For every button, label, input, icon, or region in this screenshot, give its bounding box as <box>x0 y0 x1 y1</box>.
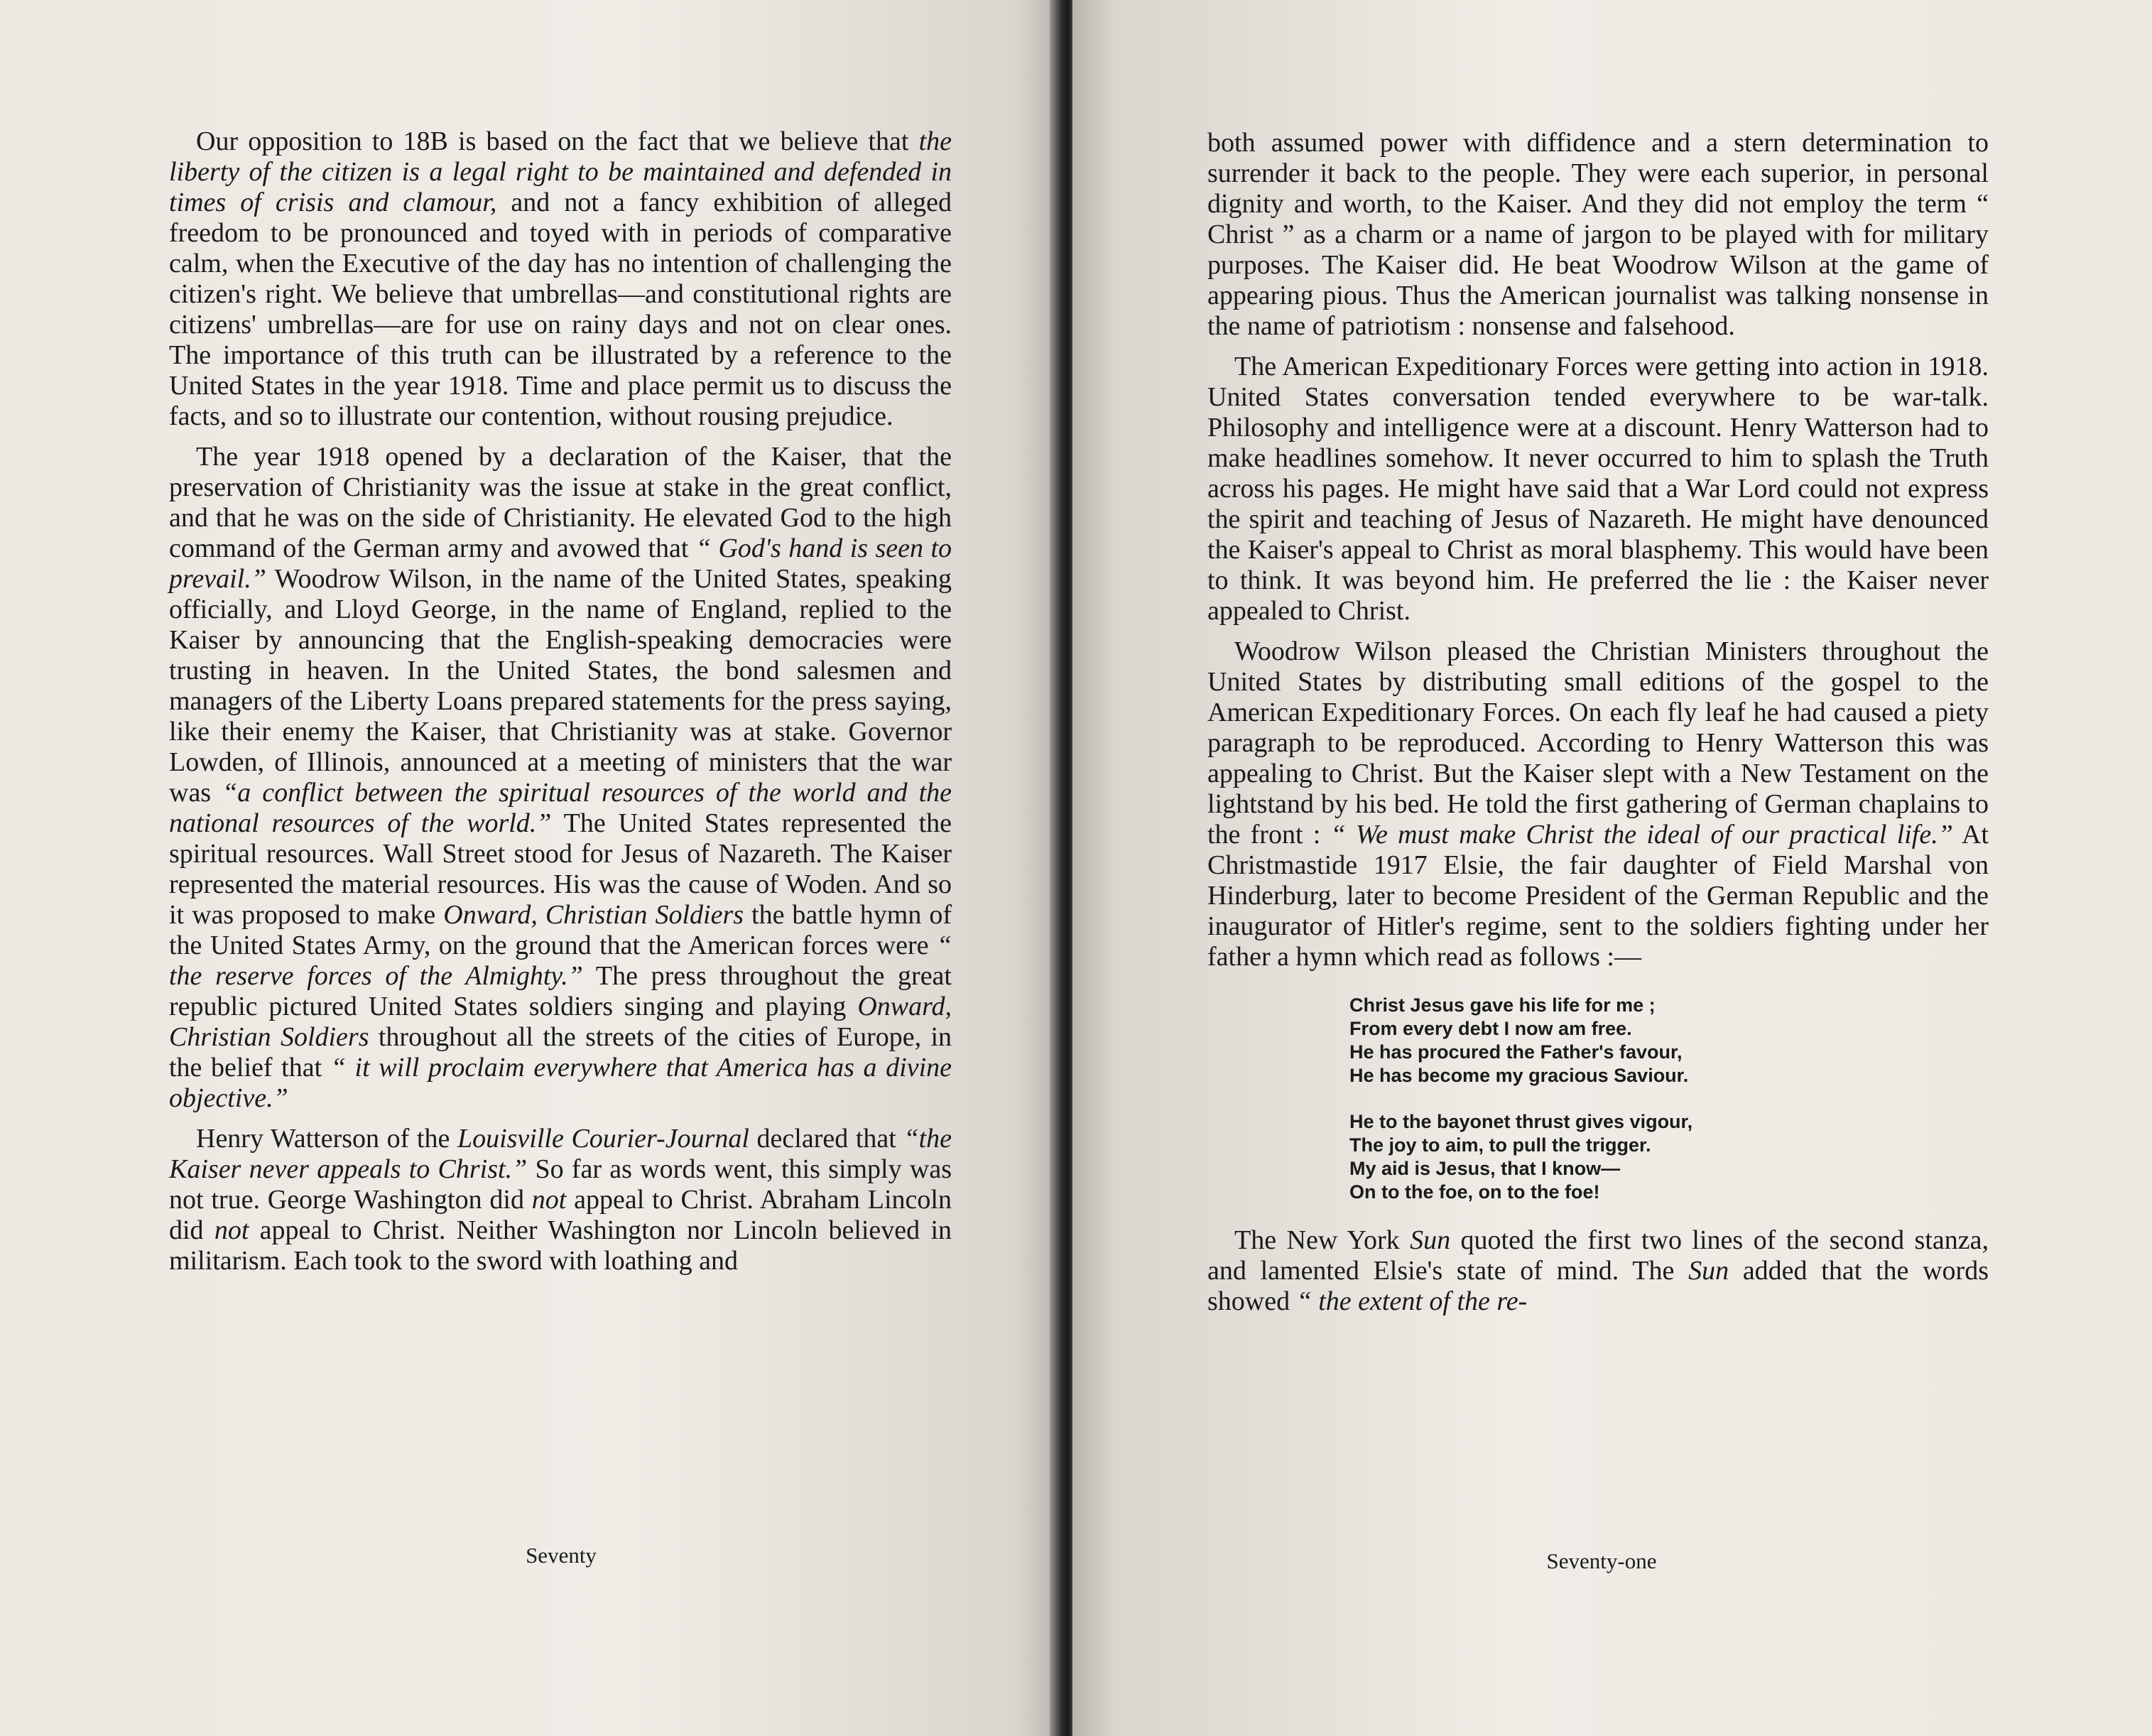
poem-line: Christ Jesus gave his life for me ; <box>1349 994 1656 1016</box>
text-run: Henry Watterson of the <box>196 1124 457 1154</box>
poem-line: My aid is Jesus, that I know— <box>1349 1158 1621 1179</box>
page-number: Seventy <box>526 1543 597 1568</box>
paragraph <box>169 1124 952 1276</box>
paragraph <box>1207 352 1989 626</box>
italic-text: Sun <box>1688 1256 1729 1286</box>
italic-text: “the Kaiser never appeals to Christ.” <box>169 1124 952 1184</box>
page-number: Seventy-one <box>1546 1548 1657 1573</box>
right-page-text <box>1207 128 1989 1327</box>
text-run: Woodrow Wilson pleased the Christian Ministers throughout the United States by distributing small editions of the gospel to the American Expeditionary Forces. On each fly leaf he had caused a piety paragraph to be reproduced. According to Henry Watterson this was appealing to Christ. But the Kaiser slept with a New Testament on the lightstand by his bed. He told the first gathering of German chaplains to the front : <box>1207 636 1989 850</box>
text-run: appeal to Christ. Neither Washington nor Lincoln believed in militarism. Each took to the sword with loathing and <box>169 1215 952 1276</box>
italic-text: “ the extent of the re- <box>1296 1286 1528 1316</box>
poem-line: He to the bayonet thrust gives vigour, <box>1349 1111 1693 1132</box>
text-run: At Christmastide 1917 Elsie, the fair daughter of Field Marshal von Hinderburg, later to become President of the German Republic and the inaugurator of Hitler's regime, sent to the soldiers fighting under her father a hymn which read as follows :— <box>1207 820 1989 972</box>
text-run: The American Expeditionary Forces were getting into action in 1918. United States conversation tended everywhere to be war-talk. Philosophy and intelligence were at a discount. Henry Watterson had to make headlines somehow. It never occurred to him to splash the Truth across his pages. He might have said that a War Lord could not express the spirit and teaching of Jesus of Nazareth. He might have denounced the Kaiser's appeal to Christ as moral blasphemy. This would have been to think. It was beyond him. He preferred the lie : the Kaiser never appealed to Christ. <box>1207 352 1989 626</box>
paragraph <box>1207 1225 1989 1317</box>
text-run: both assumed power with diffidence and a stern determination to surrender it back to the people. They were each superior, in personal dignity and worth, to the Kaiser. And they did not employ the term “ Christ ” as a charm or a name of jargon to be played with for military purposes. The Kaiser did. He beat Woodrow Wilson at the game of appearing pious. Thus the American journalist was talking nonsense in the name of patriotism : nonsense and falsehood. <box>1207 128 1989 341</box>
text-run: declared that <box>749 1124 904 1154</box>
poem-stanza <box>1349 1110 1989 1204</box>
poem-line: On to the foe, on to the foe! <box>1349 1181 1600 1203</box>
italic-text: “ We must make Christ the ideal of our practical life.” <box>1330 820 1953 850</box>
text-run: quoted the first two lines of the second stanza, and lamented Elsie's state of mind. The <box>1207 1225 1989 1286</box>
italic-text: Sun <box>1410 1225 1451 1255</box>
italic-text: “ it will proclaim everywhere that America has a divine objective.” <box>169 1053 952 1113</box>
poem-line: He has procured the Father's favour, <box>1349 1041 1683 1063</box>
text-run: and not a fancy exhibition of alleged freedom to be pronounced and toyed with in periods of comparative calm, when the Executive of the day has no intention of challenging the citizen's right. We believe that umbrellas—and constitutional rights are citizens' umbrellas—are for use on rainy days and not on clear ones. The importance of this truth can be illustrated by a reference to the United States in the year 1918. Time and place permit us to discuss the facts, and so to illustrate our contention, without rousing prejudice. <box>169 188 952 431</box>
poem-line: From every debt I now am free. <box>1349 1018 1632 1039</box>
paragraph <box>169 442 952 1114</box>
text-run: The year 1918 opened by a declaration of the Kaiser, that the preservation of Christianity was the issue at stake in the great conflict, and that he was on the side of Christianity. He elevated God to the high command of the German army and avowed that <box>169 442 952 563</box>
text-run: added that the words showed <box>1207 1256 1989 1316</box>
text-run: So far as words went, this simply was not true. George Washington did <box>169 1154 952 1215</box>
text-run: appeal to Christ. Abraham Lincoln did <box>169 1185 952 1245</box>
text-run: The press throughout the great republic pictured United States soldiers singing and playing <box>169 961 952 1021</box>
italic-text: Louisville Courier-Journal <box>457 1124 749 1154</box>
poem-line: He has become my gracious Saviour. <box>1349 1065 1689 1086</box>
paragraph <box>1207 128 1989 342</box>
text-run: Woodrow Wilson, in the name of the United States, speaking officially, and Lloyd George, in the name of England, replied to the Kaiser by announcing that the English-speaking democracies were trusting in heaven. In the United States, the bond salesmen and managers of the Liberty Loans prepared statements for the press saying, like their enemy the Kaiser, that Christianity was at stake. Governor Lowden, of Illinois, announced at a meeting of ministers that the war was <box>169 564 952 808</box>
text-run: the battle hymn of the United States Army, on the ground that the American forces were <box>169 900 952 960</box>
right-page <box>1072 0 2152 1736</box>
italic-text: “a conflict between the spiritual resources of the world and the national resources of the world.” <box>169 778 952 838</box>
text-run: Our opposition to 18B is based on the fact that we believe that <box>196 126 919 156</box>
text-run: throughout all the streets of the cities of Europe, in the belief that <box>169 1022 952 1083</box>
italic-text: not <box>531 1185 567 1215</box>
poem-stanza <box>1349 994 1989 1087</box>
italic-text: the liberty of the citizen is a legal right to be maintained and defended in times of crisis and clamour, <box>169 126 952 217</box>
italic-text: not <box>214 1215 249 1245</box>
paragraph <box>169 126 952 432</box>
left-page-text <box>169 126 952 1286</box>
text-run: The New York <box>1234 1225 1411 1255</box>
paragraph <box>1207 636 1989 972</box>
italic-text: “ God's hand is seen to prevail.” <box>169 533 952 594</box>
text-run: The United States represented the spiritual resources. Wall Street stood for Jesus of Nazareth. The Kaiser represented the material resources. His was the cause of Woden. And so it was proposed to make <box>169 808 952 930</box>
italic-text: “ the reserve forces of the Almighty.” <box>169 931 952 991</box>
italic-text: Onward, Christian Soldiers <box>169 992 952 1052</box>
left-page <box>0 0 1058 1736</box>
italic-text: Onward, Christian Soldiers <box>443 900 744 930</box>
hymn-poem <box>1207 994 1989 1204</box>
poem-line: The joy to aim, to pull the trigger. <box>1349 1134 1651 1156</box>
